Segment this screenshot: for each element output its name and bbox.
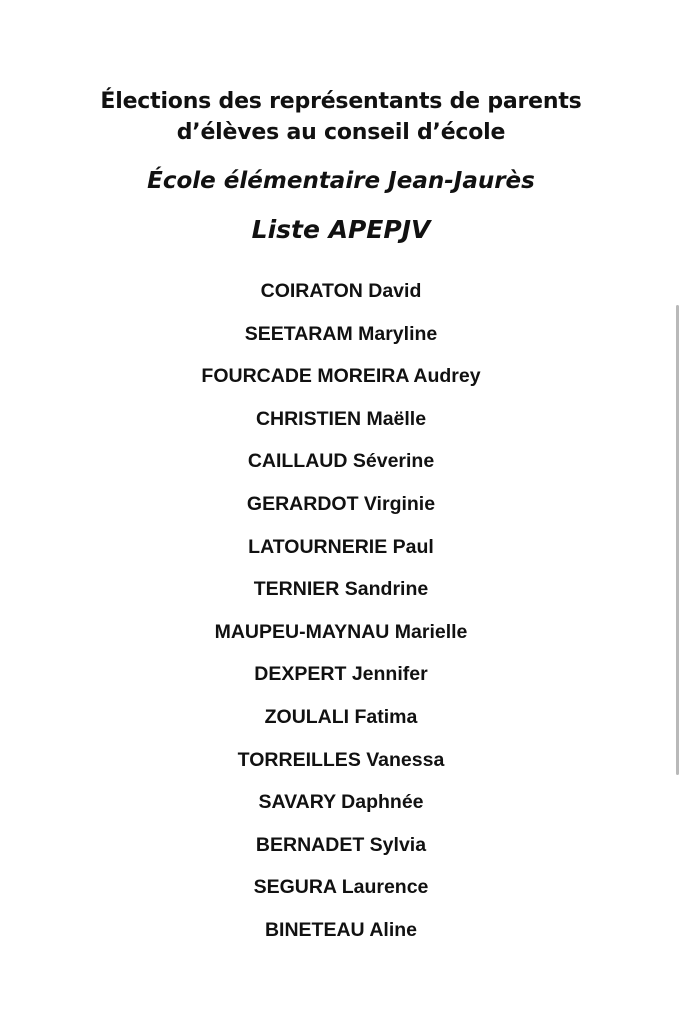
candidate-name: SEGURA Laurence: [253, 876, 429, 899]
candidate-name: LATOURNERIE Paul: [248, 535, 434, 558]
document-title: [0, 86, 682, 148]
title-line-1: Élections des représentants de parents: [100, 89, 582, 114]
title-line-2: d’élèves au conseil d’école: [176, 120, 506, 145]
school-name: École élémentaire Jean-Jaurès: [147, 168, 535, 194]
candidate-name: CHRISTIEN Maëlle: [255, 407, 427, 430]
candidate-name: TERNIER Sandrine: [253, 578, 429, 601]
candidate-name: GERARDOT Virginie: [246, 492, 436, 515]
candidate-name: ZOULALI Fatima: [264, 705, 418, 728]
candidate-name: SAVARY Daphnée: [258, 791, 424, 814]
candidate-name: FOURCADE MOREIRA Audrey: [201, 365, 481, 388]
candidate-name: CAILLAUD Séverine: [247, 450, 435, 473]
candidate-name: TORREILLES Vanessa: [237, 748, 445, 771]
candidate-name: DEXPERT Jennifer: [254, 663, 428, 686]
candidate-name: BINETEAU Aline: [264, 918, 418, 941]
candidate-name: SEETARAM Maryline: [244, 322, 438, 345]
candidate-name: MAUPEU-MAYNAU Marielle: [214, 620, 468, 643]
candidate-name: COIRATON David: [260, 280, 422, 302]
vertical-scrollbar[interactable]: [676, 305, 679, 775]
list-name: Liste APEPJV: [251, 215, 431, 244]
candidate-list: [0, 276, 682, 958]
candidate-name: BERNADET Sylvia: [255, 833, 427, 856]
